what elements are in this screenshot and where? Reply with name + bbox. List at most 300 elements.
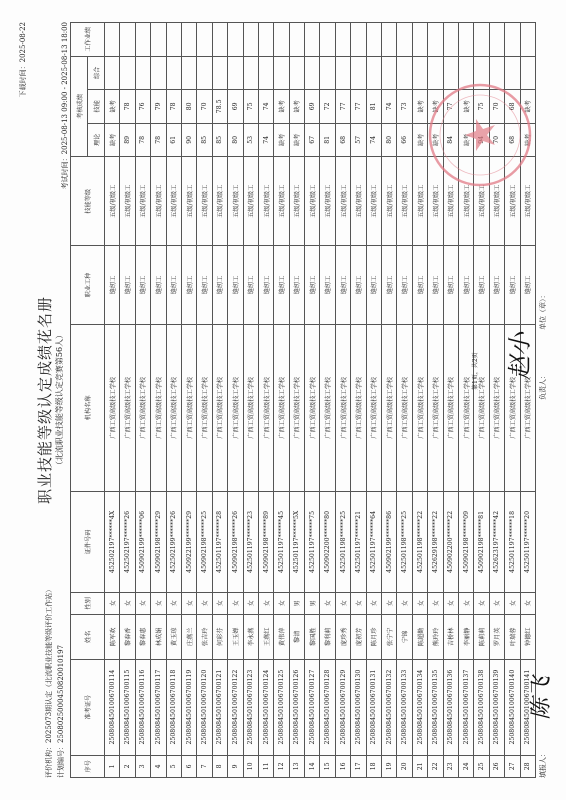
row-gender: 女 bbox=[397, 592, 412, 614]
row-theory: 68 bbox=[505, 123, 520, 157]
row-level: 五级/初级工 bbox=[120, 157, 135, 246]
row-org: 广西工贸高级技工学校 bbox=[197, 324, 212, 492]
row-gender: 女 bbox=[258, 592, 273, 614]
col-work: 工作业绩 bbox=[71, 23, 105, 57]
col-id: 证件号码 bbox=[71, 492, 105, 593]
row-no: 23 bbox=[443, 755, 458, 777]
row-level: 五级/初级工 bbox=[505, 157, 520, 246]
filler-signature: 陈飞 bbox=[529, 675, 554, 720]
row-ticket: 2508084501006700135 bbox=[428, 659, 443, 755]
row-ticket: 2508084501006700132 bbox=[382, 659, 397, 755]
row-no: 15 bbox=[320, 755, 335, 777]
row-no: 10 bbox=[243, 755, 258, 777]
table-row bbox=[382, 23, 397, 778]
row-gender: 女 bbox=[120, 592, 135, 614]
row-no: 18 bbox=[366, 755, 381, 777]
row-theory: 81 bbox=[320, 123, 335, 157]
row-composite bbox=[320, 56, 335, 90]
row-name: 黎国胜 bbox=[305, 614, 320, 659]
row-gender: 女 bbox=[505, 592, 520, 614]
row-ticket: 2508084501006700136 bbox=[443, 659, 458, 755]
col-ticket: 准考证号 bbox=[71, 659, 105, 755]
official-seal-stamp bbox=[425, 80, 535, 190]
principal-label: 负责人： bbox=[539, 372, 547, 400]
row-skill: 74 bbox=[258, 90, 273, 124]
row-no: 12 bbox=[274, 755, 289, 777]
row-org: 广西工贸高级技工学校 bbox=[243, 324, 258, 492]
row-level: 五级/初级工 bbox=[489, 157, 504, 246]
row-work bbox=[166, 23, 181, 57]
row-gender: 女 bbox=[151, 592, 166, 614]
row-theory: 61 bbox=[166, 123, 181, 157]
row-org: 广西工贸高级技工学校 bbox=[505, 324, 520, 492]
row-level: 五级/初级工 bbox=[320, 157, 335, 246]
row-gender: 女 bbox=[320, 592, 335, 614]
row-ticket: 2508084501006700117 bbox=[151, 659, 166, 755]
row-level: 五级/初级工 bbox=[351, 157, 366, 246]
row-work bbox=[351, 23, 366, 57]
row-skill: 74 bbox=[382, 90, 397, 124]
row-work bbox=[105, 23, 120, 57]
row-skill: 69 bbox=[305, 90, 320, 124]
row-no: 21 bbox=[412, 755, 427, 777]
row-org: 广西工贸高级技工学校 bbox=[489, 324, 504, 492]
row-id: 452502197******4X bbox=[105, 492, 120, 593]
col-name: 姓名 bbox=[71, 614, 105, 659]
row-gender: 女 bbox=[335, 592, 350, 614]
row-no: 3 bbox=[135, 755, 150, 777]
row-skill: 75 bbox=[243, 90, 258, 124]
row-id: 452501197******28 bbox=[212, 492, 227, 593]
row-work bbox=[474, 23, 489, 57]
row-work bbox=[305, 23, 320, 57]
row-id: 452501197******64 bbox=[366, 492, 381, 593]
row-work bbox=[458, 23, 473, 57]
row-gender: 男 bbox=[289, 592, 304, 614]
row-ticket: 2508084501006700137 bbox=[458, 659, 473, 755]
row-org: 广西工贸高级技工学校 bbox=[428, 324, 443, 492]
row-skill: 缺考 bbox=[428, 90, 443, 124]
table-row bbox=[305, 23, 320, 778]
row-name: 陈军欢 bbox=[105, 614, 120, 659]
row-level: 五级/初级工 bbox=[105, 157, 120, 246]
row-name: 黎清 bbox=[289, 614, 304, 659]
row-id: 452501197******23 bbox=[243, 492, 258, 593]
row-trade: 缝纫工 bbox=[335, 246, 350, 324]
row-theory: 缺考 bbox=[105, 123, 120, 157]
row-level: 五级/初级工 bbox=[412, 157, 427, 246]
row-work bbox=[197, 23, 212, 57]
row-name: 陈月珍 bbox=[366, 614, 381, 659]
row-org: 广西工贸高级技工学校 bbox=[120, 324, 135, 492]
row-theory: 80 bbox=[228, 123, 243, 157]
row-skill: 77 bbox=[335, 90, 350, 124]
row-skill: 缺考 bbox=[520, 90, 535, 124]
row-work bbox=[120, 23, 135, 57]
row-org: 广西工贸高级技工学校 bbox=[520, 324, 535, 492]
row-work bbox=[335, 23, 350, 57]
row-id: 452502197******26 bbox=[120, 492, 135, 593]
row-skill: 缺考 bbox=[458, 90, 473, 124]
row-theory: 78 bbox=[135, 123, 150, 157]
row-composite bbox=[105, 56, 120, 90]
row-no: 2 bbox=[120, 755, 135, 777]
row-skill: 80 bbox=[181, 90, 196, 124]
row-theory: 缺考 bbox=[458, 123, 473, 157]
row-skill: 缺考 bbox=[105, 90, 120, 124]
row-org: 广西工贸高级技工学校 bbox=[151, 324, 166, 492]
row-theory: 缺考 bbox=[520, 123, 535, 157]
row-name: 黎春惠 bbox=[135, 614, 150, 659]
row-ticket: 2508084501006700123 bbox=[243, 659, 258, 755]
row-trade: 缝纫工 bbox=[305, 246, 320, 324]
row-level: 五级/初级工 bbox=[289, 157, 304, 246]
row-skill: 缺考 bbox=[289, 90, 304, 124]
table-row bbox=[351, 23, 366, 778]
row-level: 五级/初级工 bbox=[181, 157, 196, 246]
row-skill: 81 bbox=[366, 90, 381, 124]
row-theory: 67 bbox=[305, 123, 320, 157]
table-row bbox=[289, 23, 304, 778]
row-ticket: 2508084501006700131 bbox=[366, 659, 381, 755]
row-level: 五级/初级工 bbox=[228, 157, 243, 246]
row-level: 五级/初级工 bbox=[428, 157, 443, 246]
row-org: 广西工贸高级技工学校 bbox=[366, 324, 381, 492]
row-id: 452501197******18 bbox=[505, 492, 520, 593]
row-gender: 女 bbox=[181, 592, 196, 614]
row-gender: 女 bbox=[274, 592, 289, 614]
row-theory: 85 bbox=[212, 123, 227, 157]
row-theory: 缺考 bbox=[274, 123, 289, 157]
row-composite bbox=[382, 56, 397, 90]
row-composite bbox=[151, 56, 166, 90]
row-composite bbox=[351, 56, 366, 90]
row-ticket: 2508084501006700125 bbox=[274, 659, 289, 755]
row-work bbox=[505, 23, 520, 57]
row-level: 五级/初级工 bbox=[335, 157, 350, 246]
row-level: 五级/初级工 bbox=[474, 157, 489, 246]
row-org: 广西工贸高级技工学校 bbox=[382, 324, 397, 492]
row-trade: 缝纫工 bbox=[458, 246, 473, 324]
filler-label: 填报人： bbox=[539, 750, 547, 778]
col-skill: 技能 bbox=[88, 90, 105, 124]
row-name: 吉桥林 bbox=[443, 614, 458, 659]
row-name: 王燕红 bbox=[258, 614, 273, 659]
row-org: 广西工贸高级技工学校 bbox=[305, 324, 320, 492]
row-org: 广西工贸高级技工学校 bbox=[397, 324, 412, 492]
org-line: 评价机构：2025073期认定（北流职业技能等级评价工作站） bbox=[45, 585, 53, 778]
col-theory: 理论 bbox=[88, 123, 105, 157]
table-row bbox=[197, 23, 212, 778]
row-name: 叶瑞蓉 bbox=[505, 614, 520, 659]
row-id: 452501197******20 bbox=[520, 492, 535, 593]
row-org: 广西工贸高级技工学校 bbox=[412, 324, 427, 492]
row-id: 450902198******25 bbox=[197, 492, 212, 593]
col-no: 序号 bbox=[71, 755, 105, 777]
row-theory: 53 bbox=[243, 123, 258, 157]
col-composite: 综合 bbox=[88, 56, 105, 90]
row-trade: 缝纫工 bbox=[505, 246, 520, 324]
row-org: 广西工贸高级技工学校 bbox=[320, 324, 335, 492]
row-gender: 女 bbox=[443, 592, 458, 614]
row-no: 13 bbox=[289, 755, 304, 777]
row-org: 广西工贸高级技工学校 bbox=[474, 324, 489, 492]
row-theory: 78 bbox=[151, 123, 166, 157]
row-id: 450902199******06 bbox=[135, 492, 150, 593]
col-org: 机构名称 bbox=[71, 324, 105, 492]
row-level: 五级/初级工 bbox=[382, 157, 397, 246]
row-work bbox=[228, 23, 243, 57]
row-composite bbox=[243, 56, 258, 90]
row-trade: 缝纫工 bbox=[243, 246, 258, 324]
row-ticket: 2508084501006700121 bbox=[212, 659, 227, 755]
row-theory: 85 bbox=[197, 123, 212, 157]
row-level: 五级/初级工 bbox=[305, 157, 320, 246]
row-no: 5 bbox=[166, 755, 181, 777]
row-name: 陈超勤 bbox=[412, 614, 427, 659]
row-work bbox=[397, 23, 412, 57]
row-level: 五级/初级工 bbox=[366, 157, 381, 246]
row-trade: 缝纫工 bbox=[397, 246, 412, 324]
row-gender: 女 bbox=[212, 592, 227, 614]
row-gender: 女 bbox=[474, 592, 489, 614]
row-name: 林成娟 bbox=[151, 614, 166, 659]
row-level: 五级/初级工 bbox=[458, 157, 473, 246]
row-level: 五级/初级工 bbox=[397, 157, 412, 246]
row-composite bbox=[212, 56, 227, 90]
row-name: 张吉玲 bbox=[197, 614, 212, 659]
row-work bbox=[258, 23, 273, 57]
row-composite bbox=[335, 56, 350, 90]
row-gender: 女 bbox=[135, 592, 150, 614]
row-no: 14 bbox=[305, 755, 320, 777]
row-composite bbox=[274, 56, 289, 90]
row-ticket: 2508084501006700120 bbox=[197, 659, 212, 755]
row-org: 广西工贸高级技工学校 bbox=[458, 324, 473, 492]
row-theory: 84 bbox=[443, 123, 458, 157]
row-theory: 74 bbox=[258, 123, 273, 157]
row-org: 广西工贸高级技工学校 bbox=[443, 324, 458, 492]
row-work bbox=[443, 23, 458, 57]
row-level: 五级/初级工 bbox=[274, 157, 289, 246]
row-org: 广西工贸高级技工学校 bbox=[258, 324, 273, 492]
table-row bbox=[258, 23, 273, 778]
row-no: 17 bbox=[351, 755, 366, 777]
row-no: 9 bbox=[228, 755, 243, 777]
row-work bbox=[520, 23, 535, 57]
row-trade: 缝纫工 bbox=[166, 246, 181, 324]
table-row bbox=[274, 23, 289, 778]
row-ticket: 2508084501006700124 bbox=[258, 659, 273, 755]
row-trade: 缝纫工 bbox=[120, 246, 135, 324]
col-gender: 性别 bbox=[71, 592, 105, 614]
row-gender: 女 bbox=[428, 592, 443, 614]
row-skill: 73 bbox=[397, 90, 412, 124]
row-skill: 缺考 bbox=[274, 90, 289, 124]
row-theory: 57 bbox=[351, 123, 366, 157]
row-skill: 70 bbox=[197, 90, 212, 124]
row-theory: 80 bbox=[382, 123, 397, 157]
row-no: 25 bbox=[474, 755, 489, 777]
row-name: 熊玲玲 bbox=[428, 614, 443, 659]
row-no: 26 bbox=[489, 755, 504, 777]
row-ticket: 2508084501006700115 bbox=[120, 659, 135, 755]
row-no: 28 bbox=[520, 755, 535, 777]
table-row bbox=[151, 23, 166, 778]
row-theory: 缺考 bbox=[289, 123, 304, 157]
row-level: 五级/初级工 bbox=[151, 157, 166, 246]
row-no: 16 bbox=[335, 755, 350, 777]
row-ticket: 2508084501006700141 bbox=[520, 659, 535, 755]
row-gender: 女 bbox=[197, 592, 212, 614]
row-ticket: 2508084501006700129 bbox=[335, 659, 350, 755]
row-gender: 男 bbox=[305, 592, 320, 614]
col-trade: 职业工种 bbox=[71, 246, 105, 324]
row-org: 广西工贸高级技工学校 bbox=[228, 324, 243, 492]
table-row bbox=[366, 23, 381, 778]
row-trade: 缝纫工 bbox=[428, 246, 443, 324]
row-no: 20 bbox=[397, 755, 412, 777]
row-level: 五级/初级工 bbox=[135, 157, 150, 246]
plan-number: 计划编号：2508025000450820010197 bbox=[57, 645, 65, 778]
row-trade: 缝纫工 bbox=[520, 246, 535, 324]
row-id: 450902198******26 bbox=[228, 492, 243, 593]
row-no: 1 bbox=[105, 755, 120, 777]
row-trade: 缝纫工 bbox=[228, 246, 243, 324]
row-id: 452501197******75 bbox=[305, 492, 320, 593]
table-row bbox=[135, 23, 150, 778]
row-trade: 缝纫工 bbox=[474, 246, 489, 324]
row-gender: 女 bbox=[105, 592, 120, 614]
row-trade: 缝纫工 bbox=[181, 246, 196, 324]
row-no: 8 bbox=[212, 755, 227, 777]
row-org: 广西工贸高级技工学校 bbox=[212, 324, 227, 492]
row-id: 452501197******45 bbox=[274, 492, 289, 593]
row-theory: 74 bbox=[366, 123, 381, 157]
row-name: 钟德红 bbox=[520, 614, 535, 659]
row-work bbox=[412, 23, 427, 57]
row-skill: 77 bbox=[351, 90, 366, 124]
row-trade: 缝纫工 bbox=[197, 246, 212, 324]
row-ticket: 2508084501006700119 bbox=[181, 659, 196, 755]
row-name: 黎利莉 bbox=[320, 614, 335, 659]
row-skill: 75 bbox=[474, 90, 489, 124]
row-theory: 缺考 bbox=[428, 123, 443, 157]
row-composite bbox=[366, 56, 381, 90]
page-indicator: 第1页，共2页 bbox=[472, 352, 479, 390]
row-level: 五级/初级工 bbox=[212, 157, 227, 246]
row-work bbox=[428, 23, 443, 57]
row-work bbox=[320, 23, 335, 57]
row-gender: 女 bbox=[243, 592, 258, 614]
row-skill: 78.5 bbox=[212, 90, 227, 124]
row-gender: 女 bbox=[228, 592, 243, 614]
row-gender: 女 bbox=[366, 592, 381, 614]
row-theory: 89 bbox=[120, 123, 135, 157]
row-ticket: 2508084501006700116 bbox=[135, 659, 150, 755]
row-gender: 女 bbox=[458, 592, 473, 614]
row-trade: 缝纫工 bbox=[105, 246, 120, 324]
row-ticket: 2508084501006700118 bbox=[166, 659, 181, 755]
row-composite bbox=[181, 56, 196, 90]
row-ticket: 2508084501006700140 bbox=[505, 659, 520, 755]
table-row bbox=[228, 23, 243, 778]
row-name: 王玉婵 bbox=[228, 614, 243, 659]
row-skill: 68 bbox=[505, 90, 520, 124]
row-ticket: 2508084501006700134 bbox=[412, 659, 427, 755]
row-gender: 女 bbox=[351, 592, 366, 614]
row-id: 450902198******89 bbox=[258, 492, 273, 593]
row-name: 罗月英 bbox=[489, 614, 504, 659]
row-id: 452623197******42 bbox=[489, 492, 504, 593]
row-ticket: 2508084501006700138 bbox=[474, 659, 489, 755]
table-row bbox=[181, 23, 196, 778]
row-org: 广西工贸高级技工学校 bbox=[289, 324, 304, 492]
table-row bbox=[397, 23, 412, 778]
table-row bbox=[105, 23, 120, 778]
row-id: 452501197******5X bbox=[289, 492, 304, 593]
row-name: 何彩芬 bbox=[212, 614, 227, 659]
row-ticket: 2508084501006700114 bbox=[105, 659, 120, 755]
row-name: 黎春香 bbox=[120, 614, 135, 659]
row-name: 黄伟萍 bbox=[274, 614, 289, 659]
row-name: 庄燕兰 bbox=[181, 614, 196, 659]
row-work bbox=[274, 23, 289, 57]
row-skill: 72 bbox=[320, 90, 335, 124]
row-org: 广西工贸高级技工学校 bbox=[274, 324, 289, 492]
row-name: 宁锦 bbox=[397, 614, 412, 659]
exam-time: 考试时间：2025-08-13 09:00 - 2025-08-13 18:00 bbox=[61, 22, 69, 190]
row-trade: 缝纫工 bbox=[489, 246, 504, 324]
row-level: 五级/初级工 bbox=[197, 157, 212, 246]
table-row bbox=[335, 23, 350, 778]
row-gender: 女 bbox=[166, 592, 181, 614]
row-org: 广西工贸高级技工学校 bbox=[181, 324, 196, 492]
row-composite bbox=[228, 56, 243, 90]
row-skill: 缺考 bbox=[412, 90, 427, 124]
row-id: 452502199******26 bbox=[166, 492, 181, 593]
row-id: 452501197******21 bbox=[351, 492, 366, 593]
row-level: 五级/初级工 bbox=[520, 157, 535, 246]
download-time: 下载时间：2025-08-22 bbox=[19, 22, 27, 98]
row-level: 五级/初级工 bbox=[443, 157, 458, 246]
row-work bbox=[151, 23, 166, 57]
row-org: 广西工贸高级技工学校 bbox=[105, 324, 120, 492]
row-work bbox=[289, 23, 304, 57]
row-skill: 79 bbox=[151, 90, 166, 124]
page-title: 职业技能等级认定成绩花名册 bbox=[36, 296, 54, 505]
row-trade: 缝纫工 bbox=[258, 246, 273, 324]
table-row bbox=[166, 23, 181, 778]
row-trade: 缝纫工 bbox=[274, 246, 289, 324]
row-theory: 66 bbox=[397, 123, 412, 157]
row-ticket: 2508084501006700133 bbox=[397, 659, 412, 755]
row-level: 五级/初级工 bbox=[258, 157, 273, 246]
row-composite bbox=[166, 56, 181, 90]
row-id: 452501198******22 bbox=[412, 492, 427, 593]
row-trade: 缝纫工 bbox=[320, 246, 335, 324]
row-id: 450902200******80 bbox=[320, 492, 335, 593]
row-gender: 女 bbox=[412, 592, 427, 614]
row-org: 广西工贸高级技工学校 bbox=[335, 324, 350, 492]
row-composite bbox=[258, 56, 273, 90]
row-ticket: 2508084501006700127 bbox=[305, 659, 320, 755]
row-trade: 缝纫工 bbox=[366, 246, 381, 324]
row-skill: 77 bbox=[443, 90, 458, 124]
row-org: 广西工贸高级技工学校 bbox=[135, 324, 150, 492]
row-ticket: 2508084501006700128 bbox=[320, 659, 335, 755]
row-composite bbox=[289, 56, 304, 90]
